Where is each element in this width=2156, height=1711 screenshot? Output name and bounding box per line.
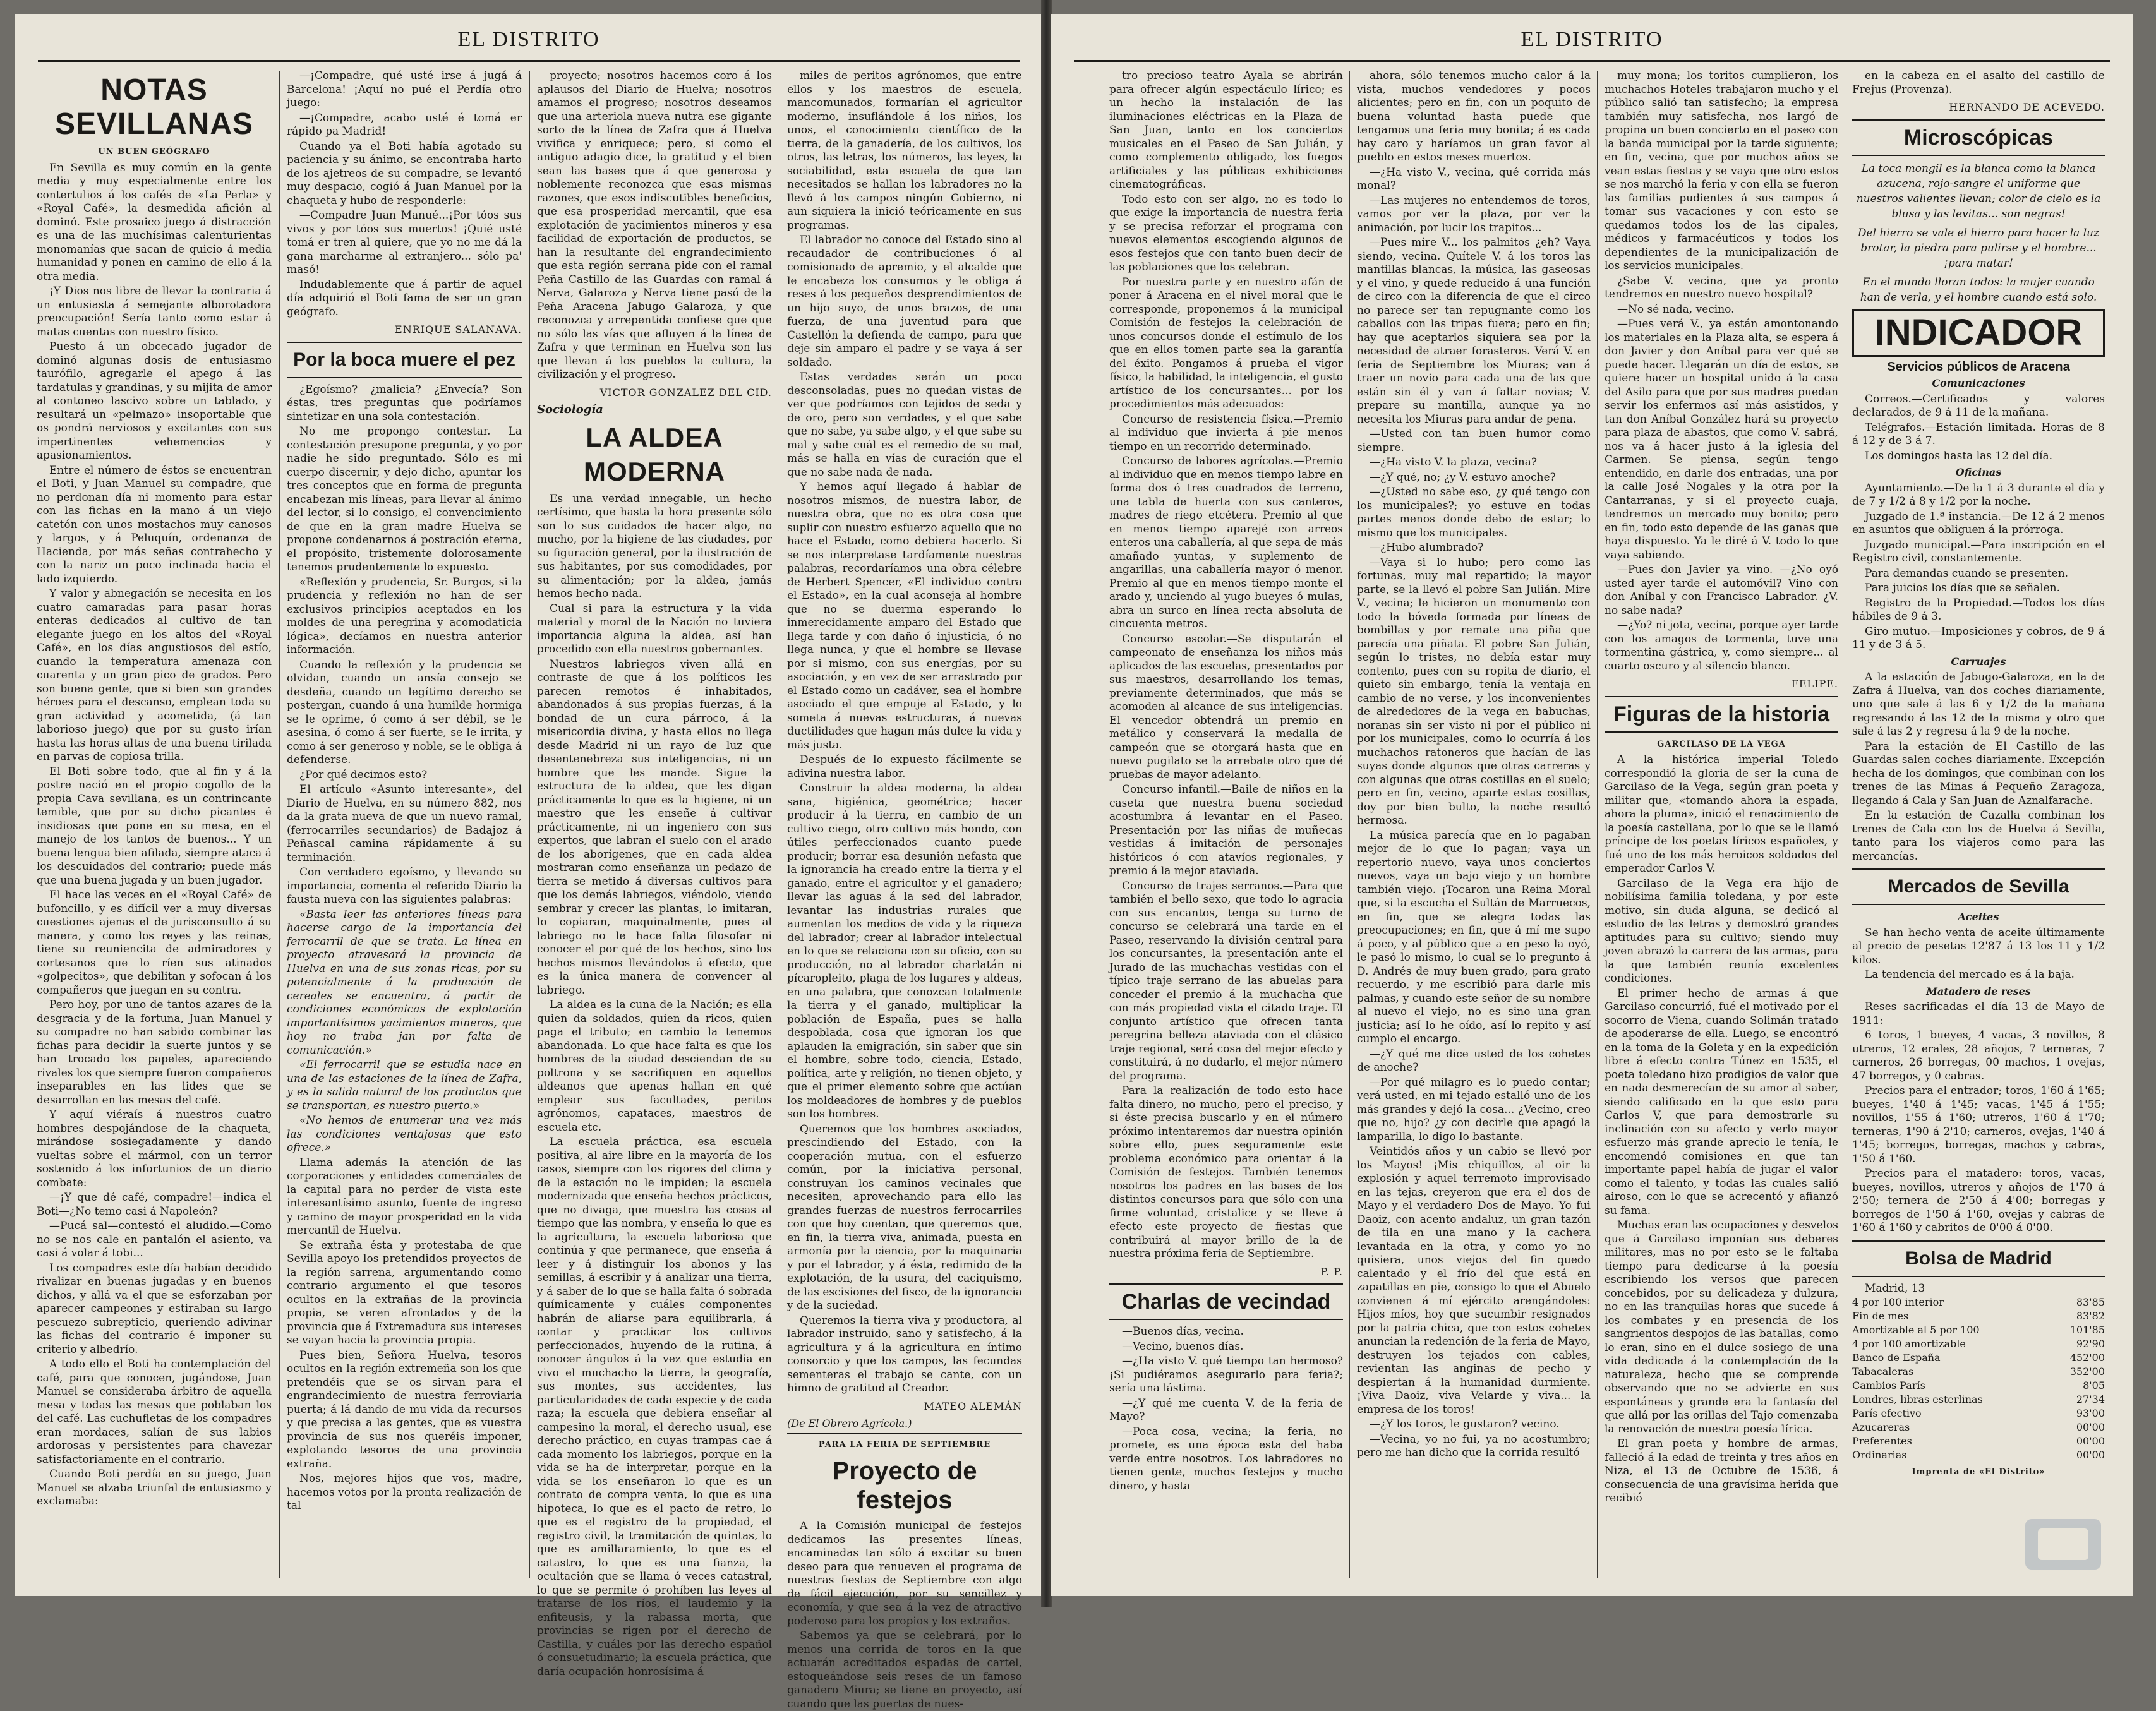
article-kicker: PARA LA FERIA DE SEPTIEMBRE [787,1433,1022,1452]
bolsa-value: 92'90 [2076,1338,2105,1350]
bolsa-row [1852,1295,2105,1309]
paragraph: Cuando la reflexión y la prudencia se olvidan, cuando un ansía consejo se desdeña, cuando un legítimo derecho se postergan, cuando á una humilde hormiga se le oprime, ó como á ser débil, se le asesina, ó como á ser fuerte, se le irrita, y como á ser generoso y noble, se le obliga á defenderse. [287,658,522,766]
bolsa-label: Preferentes [1852,1435,1912,1447]
paragraph: A la Comisión municipal de festejos dedicamos las presentes líneas, encaminadas tan sólo á excitar su buen deseo para que renueven el programa de nuestras fiestas de Septiembre con algo de fácil ejecución, por su sencillez y economía, y que sea á la vez de atractivo poderoso para los propios y los extraños. [787,1520,1022,1628]
paragraph: Para demandas cuando se presenten. [1865,567,2069,580]
paragraph: Nuestros labriegos viven allá en contraste de que á los políticos les parecen remotos é inhabitados, abandonados á sus propias fuerzas, á la bondad de un cura párroco, á la misericordia divina, y hasta ellos no llega desde Madrid ni un rayo de luz que desentenebreza sus inteligencias, ni un hombre que les mande. Sigue la estructura de la aldea, que les digan prácticamente lo que es la higiene, ni un maestro que les enseñe á cultivar prácticamente, ni un ingeniero con sus expertos, que labran el suelo con el arado de los aborígenes, que en cada aldea mostraran como enseñanza un pedazo de tierra se metido á diversas cultivos para que los demás labriegos, viéndolo, viendo sembrar y crecer las plantas, lo imitaran, lo copiaran, maquinalmente, pues al labriego no le hace falta filosofar ni conocer el por qué de los hechos, sino los hechos mismos llevándolos á efecto, que es la única manera de convencer al labriego. [537,657,772,997]
paragraph: ¡Y Dios nos libre de llevar la contraria á un entusiasta á semejante alborotadora preocupación! Sería tanto como estar á matas cuentas con nuestro físico. [37,285,272,339]
bolsa-row [1852,1365,2105,1379]
paragraph: —¿Ha visto V. qué tiempo tan hermoso? ¡Si pudiéramos asegurarlo para feria?; sería una lástima. [1109,1355,1343,1395]
subsection-heading: Carruajes [1951,655,2006,668]
paragraph: —Usted con tan buen humor como siempre. [1357,428,1591,454]
paragraph: Puesto á un obcecado jugador de dominó algunas dosis de entusiasmo taurófilo, agregarle el apego á las tardatulas y grandinas, y su mijita de amor al contoneo lascivo sobre un tablado, y resultará un «pelmazo» insoportable que os pondrá nerviosos y excitantes con sus impertinentes vehemencias y apasionamientos. [37,340,272,462]
paragraph: —Pues mire V... los palmitos ¿eh? Vaya siendo, vecina. Quítele V. á los toros las mantillas blancas, la música, las gaseosas y el vino, y quede reducido á una función de circo con la diferencia de que el circo no parece ser tan repugnante como los caballos con las tripas fuera; pero en fin; hay que aceptarlos siquiera sea por la necesidad de atraer forasteros. Verá V. en feria de Septiembre los Miuras; van á traer un novio para cada una de las que están sin él y van á faltar novias; V. prepare su mantilla, aunque ya no necesita los Miuras para andar de pena. [1357,236,1591,426]
bolsa-value: 83'85 [2076,1296,2105,1308]
paragraph: ¿Sabe V. vecina, que ya pronto tendremos en nuestro nuevo hospital? [1605,274,1838,301]
paragraph: La tendencia del mercado es á la baja. [1865,968,2075,981]
paragraph: Juzgado municipal.—Para inscripción en el Registro civil, constantemente. [1852,538,2105,565]
bolsa-value: 00'00 [2076,1421,2105,1433]
paragraph: La aldea es la cuna de la Nación; es ella quien da soldados, quien da ricos, quien paga el tributo; en cambio la tenemos abandonada. Lo que hace falta es que los hombres de la ciudad desciendan de su poltrona y se sacrifiquen en aquellos aldeanos que apenas hallan en qué emplear sus facultades, peritos agrónomos, capataces, maestros de escuela etc. [537,999,772,1134]
paragraph: Y valor y abnegación se necesita en los cuatro camaradas para pasar horas enteras dedicados al cultivo de tan elegante juego en los altos del «Royal Café», en los días angustiosos del estío, cuando la temperatura amenaza con cuarenta y un gran pico de grados. Pero son buena gente, que si bien son grandes héroes para el descanso, emplean toda su gran actividad y acometida, (á tan laborioso juego) que por su gusto irían hasta las horas altas de una buena tirilada en parvas de copiosa trilla. [37,587,272,763]
paragraph: Muchas eran las ocupaciones y desvelos que á Garcilaso imponían sus deberes militares, mas no por esto se le faltaba tiempo para dedicarse á la poesía escribiendo los versos que parecen concebidos, por su delicadeza y dulzura, no en las tranquilas horas que sucede á los combates y en presencia de los sangrientos despojos de las batallas, como lo eran, sino en el dulce sosiego de una vida dedicada á la contemplación de la naturaleza, hecho que se comprende observando que no se advierte en sus espontáneas y grande era la fantasía del que allá por las orillas del Tajo comenzaba la renovación de nuestra poesía lírica. [1605,1219,1838,1436]
bolsa-label: Azucareras [1852,1421,1910,1433]
column-rule [1597,71,1598,1578]
subsection-heading: Oficinas [1955,466,2002,478]
bolsa-value: 27'34 [2076,1393,2105,1405]
paragraph: —¿Usted no sabe eso, ¿y qué tengo con los municipales?; yo estuve en todas partes menos donde debo de estar; lo mismo que los municipales. [1357,486,1591,539]
bolsa-value: 93'00 [2076,1407,2105,1419]
column-rule [279,71,280,1578]
section-label: Sociología [537,403,603,416]
paragraph: —¡Compadre, qué usté irse á jugá á Barcelona! ¡Aquí no pué el Perdía otro juego: [287,69,522,109]
paragraph: Concurso escolar.—Se disputarán el campeonato de enseñanza los niños más aplicados de las escuelas, presentados por sus maestros, desarrollando los temas, previamente determinados, que más se acomoden al alcance de sus inteligencias. El vencedor obtendrá un premio en metálico y conservará la medalla de campeón que se otorgará hasta que en nuevo pugilato se la arrebate otro que dé pruebas de mayor adelanto. [1109,632,1343,781]
paragraph: Se extraña ésta y protestaba de que Sevilla apoyo los pretendidos proyectos de la región sarrena, argumentando como contrario argumento el que tesoros ocultos en la extrañas de la provincia propia, se veren afrontados y de la provincia que á Extremadura sus intereses se vayan hacia la provincia propia. [287,1239,522,1347]
paragraph: Pero hoy, por uno de tantos azares de la desgracia y de la fortuna, Juan Manuel y su compadre no han sabido combinar las fichas para decidir la suerte juntos y se han trocado los papeles, apareciendo rivales los que siempre fueron compañeros inseparables en las lides que se desarrollan en las mesas del café. [37,999,272,1107]
paragraph: Juzgado de 1.ª instancia.—De 12 á 2 menos en asuntos que obliguen á la prórroga. [1852,510,2105,536]
paragraph: A todo ello el Boti ha contemplación del café, para que conocen, jugándose, Juan Manuel se consideraba árbitro de aquella mesa y todas las mesas que poblaban los del café. Las cuchufletas de los compadres eran mordaces, salían de sus labios ardorosas y persistentes para chavezar satisfactoriamente en el contrario. [37,1358,272,1466]
bolsa-row [1852,1434,2105,1448]
bolsa-table [1852,1295,2105,1462]
article-heading: LA ALDEA MODERNA [584,422,725,486]
paragraph: Después de lo expuesto fácilmente se adivina nuestra labor. [787,753,1022,780]
bolsa-label: Tabacaleras [1852,1366,1914,1378]
paragraph: Los compadres este día habían decidido rivalizar en buenas jugadas y en buenos dichos, y allá va el que se esforzaban por aparecer campeones y estiraban su largo pescuezo subrepticio, queriendo adivinar las fichas del contrario é imponer su criterio y albedrío. [37,1261,272,1356]
paragraph: —No sé nada, vecino. [1617,303,1735,316]
paragraph: Y aquí viéraís á nuestros cuatro hombres despojándose de la chaqueta, mirándose sosiegadamente y dando vueltas sobre el mármol, con un terror sostenido á los infortunios de un diario combate: [37,1108,272,1189]
newspaper-title: EL DISTRITO [1521,28,1663,51]
bolsa-row [1852,1309,2105,1323]
indicator-heading: INDICADOR [1852,309,2105,357]
bolsa-label: Fin de mes [1852,1310,1909,1322]
paragraph: —Por qué milagro es lo puedo contar; verá usted, en mi tejado estalló uno de los más grandes y dejó la cosa... ¿Vecino, creo que no, hijo? ¿y con decirle que apagó la lamparilla, lo digo lo bastante. [1357,1076,1591,1143]
paragraph: Con verdadero egoísmo, y llevando su importancia, comenta el referido Diario la fausta nueva con las siguientes palabras: [287,866,522,906]
right-page [1051,14,2133,1596]
paragraph: No me propongo contestar. La contestación presupone pregunta, y yo por nadie he sido preguntado. Sólo es mi cuerpo discernir, y dejo dicho, apuntar los tres conceptos que en forma de pregunta encabezan mis líneas, para llevar al ánimo del lector, si lo consigo, el convencimiento de que en la gran madre Huelva se propone condenarnos á postración eterna, el propósito, tristemente dolorosamente tenemos prudentemente lo expuesto. [287,425,522,573]
paragraph: Por nuestra parte y en nuestro afán de poner á Aracena en el nivel moral que le corresponde, proponemos á la municipal Comisión de festejos la celebración de unos concursos donde el estímulo de los que en ellos tomen parte sea la garantía del éxito. Pongamos á prueba el vigor físico, la habilidad, la inteligencia, el gusto artístico de los concursantes... por los procedimientos más adecuados: [1109,275,1343,411]
signature: ENRIQUE SALANAVA. [395,323,522,335]
left-column-2 [287,69,522,1583]
article-heading: Por la boca muere el pez [287,342,522,378]
paragraph: ¿Egoísmo? ¿malicia? ¿Envecía? Son éstas, tres preguntas que podríamos sintetizar en una sola contestación. [287,383,522,423]
article-heading: Figuras de la historia [1605,696,1838,733]
paragraph: Para la realización de todo esto hace falta dinero, no mucho, pero el preciso, y si éste precisa buscarlo y en el número próximo intentaremos dar nuestra opinión sobre ello, pues seguramente este problema económico para orientar á la Comisión de festejos. También tenemos nosotros los padres en las bases de los distintos concursos para que sólo con una firme voluntad, cristalice y se lleve á efecto este proyecto de fiestas que contribuirá al mayor brillo de la de nuestra próxima feria de Septiembre. [1109,1084,1343,1260]
bolsa-label: París efectivo [1852,1407,1922,1419]
page-header [15,24,1042,62]
paragraph: —¿Y los toros, le gustaron? vecino. [1370,1418,1560,1431]
paragraph: Concurso de resistencia física.—Premio al individuo que invierta á pie menos tiempo en un recorrido determinado. [1109,412,1343,453]
paragraph: Precios para el matadero: toros, vacas, bueyes, novillos, utreros y añojos de 1'70 á 2'50; ternera de 2'50 á 4'00; borregas y borregos de 1'50 á 1'60, ovejas y cabras de 1'60 á 1'60 y cabritos de 0'00 á 0'00. [1852,1167,2105,1234]
library-watermark-logo [2013,1506,2114,1582]
bolsa-row [1852,1448,2105,1462]
right-column-4 [1852,69,2105,1583]
bolsa-row [1852,1420,2105,1434]
paragraph: Para la estación de El Castillo de las Guardas salen coches diariamente. Excepción hecha de los domingos, que combinan con los trenes de las Minas á Pequeño Zaragoza, llegando á Cala y San Juan de Aznalfarache. [1852,740,2105,807]
verse: Del hierro se vale el hierro para hacer la luz brotar, la piedra para pulirse y el hombre... ¡para matar! [1857,226,2100,270]
article-heading: Proyecto de festejos [832,1457,977,1514]
paragraph: —Pues don Javier ya vino. —¿No oyó usted ayer tarde el automóvil? Vino con don Aníbal y con Francisco Labrador. ¿V. no sabe nada? [1605,563,1838,617]
paragraph: Para juicios los días que se señalen. [1865,582,2061,594]
paragraph: «Reflexión y prudencia, Sr. Burgos, si la prudencia y reflexión no han de ser exclusivos principios aceptados en los moldes de una peregrina y acomodaticia lógica», decíamos en nuestra anterior información. [287,575,522,656]
paragraph: tro precioso teatro Ayala se abrirán para ofrecer algún espectáculo lírico; es un hecho la instalación de las iluminaciones eléctricas en la Plaza de San Juan, tanto en los conciertos musicales en el Paseo de San Julián, y como complemento obligado, los fuegos artificiales y las públicas exhibiciones cinematográficas. [1109,69,1343,191]
bolsa-value: 00'00 [2076,1449,2105,1461]
paragraph: —Pucá sal—contestó el aludido.—Como no se nos cale en pantalón el asiento, va casi á volar á tobi... [37,1220,272,1259]
bolsa-value: 101'85 [2069,1324,2105,1336]
paragraph: en la cabeza en el asalto del castillo de Frejus (Provenza). [1852,69,2105,96]
paragraph: Queremos que los hombres asociados, prescindiendo del Estado, con la cooperación mutua, con el esfuerzo común, por la iniciativa personal, construyan los caminos vecinales que necesiten, aprovechando para ello las grandes fuerzas de nuestros ferrocarriles con que hoy cuentan, que queremos que, en fin, la tierra viva, animada, puesta en armonía por la ciencia, por la maquinaria y por el labrador, y á ésta, redimido de la explotación, de la usura, del caciquismo, de las escisiones del fisco, de la ignorancia y de la suciedad. [787,1122,1022,1312]
paragraph: —Buenos días, vecina. [1122,1325,1244,1338]
paragraph: proyecto; nosotros hacemos coro á los aplausos del Diario de Huelva; nosotros amamos el progreso; nosotros deseamos que una arteriola nueva nutra ese gigante sorto de la línea de Zafra que á Huelva vivifica y enriquece; pero, si como el antiguo adagio dice, la gratitud y el bien sean las bases que á que generosa y noblemente reconozca que esas mismas razones, que esos indiscutibles beneficios, que esa prosperidad mercantil, que esa explotación de yacimientos mineros y esa facilidad de exportación de productos, se han la resultante del engrandecimiento que esta región serrana pide con el ramal Peña Castillo de las Guardas con ramal á Nerva, Galaroza y Nerva tiene pasó de la Peña Aracena Jabugo Galaroza, y que reconozca y arrepentida confiese que que no sólo las vías que afluyen á la línea de Zafra y que terminan en Huelva son las que llevan á los pueblos la cultura, la civilización y el progreso. [537,69,772,381]
verse: En el mundo lloran todos: la mujer cuando han de verla, y el hombre cuando está solo. [1860,275,2097,304]
paragraph: Cuando Boti perdía en su juego, Juan Manuel se alzaba triunfal de entusiasmo y exclamaba: [37,1468,272,1508]
header-rule [1074,60,2110,62]
paragraph: Pues bien, Señora Huelva, tesoros ocultos en la región extremeña son los que pretendéis que se os sirvan para el engrandecimiento de nuestra ferroviaria puerta; á lá dando de mu vida da recursos y que precisa a las gentes, que es vuestra provincia de sus nos queréis imponer, explotando tesoros de una provincia extraña. [287,1348,522,1470]
subsection-heading: Aceites [1958,911,1999,923]
paragraph: Los domingos hasta las 12 del día. [1865,449,2053,462]
paragraph: —Compadre Juan Manué...¡Por tóos sus vivos y por tóos sus muertos! ¡Quié usté tomá er tren al quiere, que yo no me dá la gana marcharme al extranjero... sólo pa' masó! [287,209,522,276]
bolsa-row [1852,1323,2105,1337]
paragraph: El primer hecho de armas á que Garcilaso concurrió, fué el motivado por el socorro de Viena, cuando Solimán tratado de apoderarse de ella. Luego, se encontró en la toma de la Goleta y en la expedición libre á efecto contra Túnez en 1535, el poeta toledano hizo prodigios de valor que en nada desmerecían de su amor al saber, siendo calificado en la que esto para Carlos V, que para demostrarle su inclinación con su afecto y verlo mayor esfuerzo más grande aprecio le tenía, le encomendó comisiones en que tan importante papel había de jugar el valor como el talento, y todas las cuales salió airoso, con lo que se acrecentó y afianzó su fama. [1605,987,1838,1217]
paragraph: Indudablemente que á partir de aquel día adquirió el Boti fama de ser un gran geógrafo. [287,278,522,318]
paragraph: —¿Yo? ni jota, vecina, porque ayer tarde con los amagos de tormenta, tuve una tormentina gástrica, y, como siempre... al cuarto oscuro y al silencio blanco. [1605,619,1838,673]
paragraph: Telégrafos.—Estación limitada. Horas de 8 á 12 y de 3 á 7. [1852,421,2105,447]
article-subheading: GARCILASO DE LA VEGA [1657,739,1786,749]
paragraph: miles de peritos agrónomos, que entre ellos y los maestros de escuela, mancomunados, formarían el agricultor moderno, insuflándole á los niños, los unos, el conocimiento científico de la tierra, de la ganadería, de los cultivos, los otros, las letras, los números, las leyes, la sociabilidad, esta escuela de que tan necesitados se hallan los labradores no la llevó á los campos ningún Gobierno, ni aun siquiera la inició teóricamente en sus programas. [787,69,1022,232]
article-heading: Charlas de vecindad [1109,1283,1343,1320]
paragraph: Concurso infantil.—Baile de niños en la caseta que nuestra buena sociedad acostumbra á levantar en el Paseo. Presentación por las niñas de muñecas vestidas á imitación de personajes históricos ó con atavíos regionales, y premio á la mejor ataviada. [1109,783,1343,877]
subsection-heading: Comunicaciones [1932,377,2025,389]
header-rule [38,60,1020,62]
paragraph: Cual si para la estructura y la vida material y moral de la Nación no tuviera importancia alguna la aldea, así han procedido con ella nuestros gobernantes. [537,602,772,656]
paragraph: Estas verdades serán un poco desconsoladas, pues no quedan vistas de ver que podríamos con tejidos de seda y de oro, pero son verdades, y el que sabe que no sabe, ya sabe algo, y el que sabe su mal y sabe cuál es el remedio de su mal, más se halla en vías de curación que el que no sabe nada de nada. [787,371,1022,479]
paragraph: Ayuntamiento.—De la 1 á 3 durante el día y de 7 y 1/2 á 8 y 1/2 por la noche. [1852,481,2105,508]
paragraph: —¿Ha visto V. la plaza, vecina? [1370,456,1537,469]
bolsa-value: 452'00 [2069,1352,2105,1364]
left-column-1 [37,69,272,1583]
article-subheading: UN BUEN GEÓGRAFO [98,147,210,157]
paragraph: Correos.—Certificados y valores declarados, de 9 á 11 de la mañana. [1852,392,2105,419]
paragraph: Es una verdad innegable, un hecho certísimo, que hasta la hora presente sólo son lo sus cuidados de hacer algo, no mucho, por la higiene de las ciudades, por su figuración general, por la ilustración de sus habitantes, por sus comodidades, por su alimentación; por la aldea, jamás hemos hecho nada. [537,492,772,600]
section-heading: Mercados de Sevilla [1852,868,2105,905]
paragraph: El Boti sobre todo, que al fin y á la postre nació en el propio cogollo de la propia Cava sevillana, es un contrincante temible, que por su dicho picantes é insidiosas que pone en su mesa, en el manejo de los tantos de buenos... Y un buena lengua bien afilada, siempre ataca á los descuidados del contrario; puede más que una buena jugada y un buen jugador. [37,765,272,887]
paragraph: «El ferrocarril que se estudia nace en una de las estaciones de la línea de Zafra, y es la salida natural de los productos que se transportan, es nuestro puerto.» [287,1059,522,1112]
paragraph: Registro de la Propiedad.—Todos los días hábiles de 9 á 3. [1852,596,2105,623]
paragraph: Nos, mejores hijos que vos, madre, hacemos votos por la pronta realización de tal [287,1472,522,1512]
paragraph: —Las mujeres no entendemos de toros, vamos por ver la plaza, por ver la animación, por lucir los trapitos... [1357,194,1591,234]
bolsa-row [1852,1407,2105,1420]
right-column-2 [1357,69,1591,1583]
page-header [1051,24,2133,62]
paragraph: Giro mutuo.—Imposiciones y cobros, de 9 á 11 y de 3 á 5. [1852,625,2105,651]
article-source: (De El Obrero Agrícola.) [787,1417,912,1429]
bolsa-row [1852,1379,2105,1393]
signature: VICTOR GONZALEZ DEL CID. [599,386,772,399]
left-column-3 [537,69,772,1678]
paragraph: Y hemos aquí llegado á hablar de nosotros mismos, de nuestra labor, de nuestra obra, que no es otra cosa que suplir con nuestro esfuerzo aquello que no hace el Estado, como debiera hacerlo. Si se nos interpretase tardíamente nuestras palabras, recordaríamos una obra célebre de Herbert Spencer, «El individuo contra el Estado», en la cual aconseja al hombre que no se duerma esperando lo inmerecidamente amparo del Estado que llega tarde y con daño ó injusticia, ó no llega nunca, y que el hombre se llevase por si mismo, con sus energías, por su asociación, y en vez de ser arrastrado por el Estado como un cadáver, sea el hombre asociado el que empuje al Estado, y lo someta á nuevas estructuras, á nuevas ductilidades que hagan más dulce la vida y más justa. [787,481,1022,752]
left-page [15,14,1042,1710]
signature: FELIPE. [1791,678,1838,690]
paragraph: El labrador no conoce del Estado sino al recaudador de contribuciones ó al comisionado de apremio, y el alcalde que le encabeza los consumos y le obliga á reses á los pequeños desprendimientos de un hijo suyo, de unos brazos, de una fuerza, de una juventud para que Castellón la defienda de campo, para que deje sin amparo el padre y se vaya á ser soldado. [787,234,1022,369]
paragraph: «Basta leer las anteriores líneas para hacerse cargo de la importancia del ferrocarril de que se trata. La línea en proyecto atravesará la provincia de Huelva en una de sus zonas ricas, por su potencialmente á la producción de cereales se encuentra, á partir de condiciones económicas de explotación importantísimos yacimientos mineros, que hoy no traba jan por falta de comunicación.» [287,908,522,1057]
paragraph: ahora, sólo tenemos mucho calor á la vista, muchos vendedores y pocos alicientes; pero en fin, con un poquito de buena voluntad hasta puede que tengamos una feria muy bonita; á es cada hay caro y haríamos un gran favor al pueblo en estos meses muertos. [1357,69,1591,164]
paragraph: Garcilaso de la Vega era hijo de nobilísima familia toledana, y por este motivo, sin duda alguna, se dedicó al estudio de las letras y demostró grandes aptitudes para su cultivo; siendo muy joven abrazó la carrera de las armas, para la que también reunía excelentes condiciones. [1605,877,1838,985]
bolsa-label: 4 por 100 interior [1852,1296,1944,1308]
paragraph: —¿Y qué me dice usted de los cohetes de anoche? [1357,1047,1591,1074]
right-column-3 [1605,69,1838,1583]
signature: HERNANDO DE ACEVEDO. [1949,101,2105,113]
paragraph: —Poca cosa, vecina; la feria, no promete, es una época esta del haba verde entre nosotros. Los labradores no tienen gente, muchos festejos y mucho dinero, y hasta [1109,1425,1343,1492]
paragraph: Construir la aldea moderna, la aldea sana, higiénica, geométrica; hacer producir á la tierra, en cambio de un cultivo ciego, otro cultivo más hondo, con útiles perfeccionados cuanto puede producir; borrar esa desunión nefasta que la ignorancia ha creado entre la tierra y el ganado, entre el agricultor y el ganadero; llevar las aguas á la sed del labrador, levantar las industrias rurales que aumentan los medios de vida y la riqueza del labrador; crear al labrador intelectual en lo que se relaciona con su oficio, con su producción, no al labrador charlatán ni pícaropleito, plaga de los lugares y aldeas, en una palabra, que conozcan totalmente la tierra y el ganado, multiplicar la población de España, pues se halla despoblada, cosa que ignoran los que aplauden la emigración, sin saber que sin el hombre, sobre todo, ciencia, Estado, política, arte y religión, no tienen objeto, y que el primer elemento sobre que actúan los moldeadores de hombres y de pueblos son los hombres. [787,782,1022,1120]
bolsa-label: Amortizable al 5 por 100 [1852,1324,1980,1336]
article-heading: Microscópicas [1852,119,2105,156]
bolsa-value: 00'00 [2076,1435,2105,1447]
paragraph: Entre el número de éstos se encuentran el Boti, y Juan Manuel su compadre, que no perdonan día ni momento para estar con las fichas en la mano á un viejo catetón con unos mostachos muy canosos y largos, y á Peluquín, ordenanza de Hacienda, por más señas contrahecho y con la nariz un poco inclinada hacia el lado izquierdo. [37,464,272,585]
column-rule [529,71,530,1578]
paragraph: 6 toros, 1 bueyes, 4 vacas, 3 novillos, 8 utreros, 12 erales, 28 añojos, 7 terneras, 7 carneros, 26 borregas, 00 machos, 1 ovejas, 47 borregos, y 0 cabras. [1852,1029,2105,1083]
paragraph: Llama además la atención de las corporaciones y entidades comerciales de la capital para no perder de vista este interesantísimo asunto, fuente de ingreso y camino de mayor prosperidad en la vida mercantil de Huelva. [287,1156,522,1237]
article-heading: NOTAS SEVILLANAS [54,73,254,141]
paragraph: —¿Y qué, no; ¿y V. estuvo anoche? [1370,471,1556,484]
paragraph: —¿Y qué me cuenta V. de la feria de Mayo? [1109,1396,1343,1423]
paragraph: Cuando ya el Boti había agotado su paciencia y su ánimo, se encontraba harto de los ajetreos de su compadre, se levantó muy despacio, cogió á Juan Manuel por la chaqueta y hubo de responderle: [287,140,522,207]
section-heading: Servicios públicos de Aracena [1887,359,2070,374]
paragraph: Concurso de trajes serranos.—Para que también el bello sexo, que todo lo agracia con sus encantos, tenga su turno de concurso se celebrará una tarde en el Paseo, reservando la división central para los concursantes, la presentación ante el Jurado de las muchachas vestidas con el típico traje serrano de las abuelas para conceder el premio á la muchacha que con más propiedad vista el citado traje. El conjunto artístico que ofrecen tanta peregrina belleza ataviada con el clásico traje regional, será cosa del mejor efecto y constituirá, á no dudarlo, el mejor número del programa. [1109,879,1343,1083]
bolsa-row [1852,1351,2105,1365]
section-heading: Bolsa de Madrid [1852,1240,2105,1277]
bolsa-value: 83'82 [2076,1310,2105,1322]
paragraph: A la histórica imperial Toledo correspondió la gloria de ser la cuna de Garcilaso de la Vega, según gran poeta y militar que, «tomando ahora la espada, ahora la pluma», inició el renacimiento de la poesía castellana, por lo que se le llamó príncipe de los poetas líricos españoles, y fué uno de los más heroicos soldados del emperador Carlos V. [1605,753,1838,875]
paragraph: Reses sacrificadas el día 13 de Mayo de 1911: [1852,1000,2105,1027]
paragraph: En la estación de Cazalla combinan los trenes de Cala con los de Huelva á Sevilla, tanto para los viajeros como para las mercancías. [1852,809,2105,863]
paragraph: ¿Por qué decimos esto? [299,768,428,781]
verse: La toca mongil es la blanca como la blanca azucena, rojo-sangre el uniforme que nuestros valientes llevan; color de cielo es la blusa y las levitas... son negras! [1856,162,2101,220]
paragraph: —¡Y que dé café, compadre!—indica el Boti—¿No temo casi á Napoleón? [37,1191,272,1218]
bolsa-label: 4 por 100 amortizable [1852,1338,1966,1350]
right-column-1 [1109,69,1343,1583]
bolsa-row [1852,1393,2105,1407]
bolsa-value: 352'00 [2069,1366,2105,1378]
subsection-heading: Matadero de reses [1926,985,2031,997]
paragraph: Veintidós años y un cabio se llevó por los Mayos! ¡Mis chiquillos, al oir la explosión y aquel terremoto improvisado en las tejas, creyeron que era el dos de Mayo y el verdadero Dos de Mayo. Yo fui Daoiz, con acento andaluz, un gran tazón de tila en una mano y la cachera levantada en la otra, y como yo no quisiera, unos viejos del fin quedo calentado y el frío del que está en zapatillas en pie, consigo lo que el Abuelo convienen á mí ejército arengándoles: Hijos míos, hoy que sucumbir resignados por la patria chica, que con estos cohetes anuncian la redención de la feria de Mayo, destruyen los tejados con cables, revientan las anginas de pecho y despiertan á la humanidad durmiente. ¡Viva Daoiz, viva Velarde y viva... la empresa de los toros! [1357,1145,1591,1416]
paragraph: La música parecía que en lo pagaban mejor de lo que lo pagan; vaya un repertorio nuevo, vaya unos conciertos nuevos, vaya un bajo viejo y un hombre también viejo. ¡Tocaron una Reina Moral que, si la escucha el Sultán de Marruecos, en fin, que se alegra todas las preocupaciones; en fin, que á mí me supo á poco, y al público que a en peso la oyó, le pasó lo mismo, lo cual se lo pregunto á D. Andrés de muy buen grado, para grato recuerdo, y me escribió para darle mis palmas, y cuando este señor de su nombre al nuevo el viejo, no es sino una gran justicia; así lo he oído, así lo repito y así cumplo el encargo. [1357,829,1591,1045]
bolsa-label: Cambios París [1852,1379,1925,1391]
paragraph: El hace las veces en el «Royal Café» de bufoncillo, y es difícil ver a muy diversas cuestiones ajenas el de jurisconsulto á su manera, y como los reyes y las reinas, tiene su reuniencita de admiradores y cortesanos que lo ríen sus atinados «golpecitos», que debilitan y sofocan á los compañeros que juegan en su contra. [37,889,272,997]
column-rule [1349,71,1350,1578]
paragraph: Queremos la tierra viva y productora, al labrador instruido, sano y satisfecho, á la agricultura y á la agricultura en íntimo consorcio y que los campos, las fecundas sementeras el trabajo se cante, con un himno de gratitud al Creador. [787,1314,1022,1395]
bolsa-label: Ordinarias [1852,1449,1907,1461]
newspaper-title: EL DISTRITO [457,28,600,51]
paragraph: «No hemos de enumerar una vez más las condiciones ventajosas que esto ofrece.» [287,1114,522,1154]
paragraph: Se han hecho venta de aceite últimamente al precio de pesetas 12'87 á 13 los 11 y 1/2 kilos. [1852,926,2105,966]
left-column-4 [787,69,1022,1710]
paragraph: El gran poeta y hombre de armas, falleció á la edad de treinta y tres años en Niza, el 13 de Octubre de 1536, á consecuencia de una gravísima herida que recibió [1605,1438,1838,1504]
paragraph: Precios para el entrador; toros, 1'60 á 1'65; bueyes, 1'40 á 1'45; vacas, 1'45 á 1'55; novillos, 1'55 á 1'60; utreros, 1'60 á 1'70; terneras, 1'90 á 2'10; carneros, ovejas, 1'40 á 1'45; borregos, borregas, machos y cabras, 1'50 á 1'60. [1852,1084,2105,1165]
paragraph: Concurso de labores agrícolas.—Premio al individuo que en menos tiempo labre en forma dos ó tres cuadrados de terreno, una tabla de huerta con sus canteros, madres de riego etcétera. Premio al que en menos tiempo aparejé con arreos enteros una caballería, al que sepa de más amañado yuntas, y suplemento de angarillas, una caballería mayor ó menor. Premio al que en menos tiempo monte el arado y, unciendo al yugo bueyes ó mulas, abra un surco en línea recta absoluta de cincuenta metros. [1109,455,1343,630]
paragraph: —¡Compadre, acabo usté é tomá er rápido pa Madrid! [287,111,522,138]
bolsa-date: Madrid, 13 [1865,1282,1925,1295]
paragraph: —Vecino, buenos días. [1122,1340,1244,1353]
paragraph: —Vecina, yo no fui, ya no acostumbro; pero me han dicho que la corrida resultó [1357,1432,1591,1459]
printer-credit: Imprenta de «El Distrito» [1852,1465,2105,1479]
paragraph: El artículo «Asunto interesante», del Diario de Huelva, en su número 882, nos da la grata nueva de que un nuevo ramal, (ferrocarriles secundarios) de Badajoz á Peñascal camina rápidamente á su terminación. [287,783,522,864]
bolsa-label: Banco de España [1852,1352,1941,1364]
paragraph: En Sevilla es muy común en la gente media y muy especialmente entre los contertulios á los cafés de «La Perla» y «Royal Café», la desmedida afición al dominó. Este prosaico juego á distracción es una de las muchísimas calenturientas monomanías que sacan de quicio á media humanidad y ponen en camino de ello á la otra media. [37,161,272,283]
paragraph: Todo esto con ser algo, no es todo lo que exige la importancia de nuestra feria y se precisa reforzar el programa con nuevos elementos escogiendo algunos de esos festejos que con tanto buen decir de las poblaciones que los celebran. [1109,193,1343,273]
bolsa-value: 8'05 [2083,1379,2105,1391]
paragraph: muy mona; los toritos cumplieron, los muchachos Hoteles trabajaron mucho y el público salió tan satisfecho; la empresa también muy satisfecha, nos largó de propina un buen concierto en el paseo con la banda municipal por la tarde siguiente; en fin, vecina, que por muchos años se vean estas fiestas y se vaya que otro estos se nos marchó la feria y con ella se fueron las familias pudientes á sus campos á tomar sus vacaciones y con esto se quedamos todos los de las cipales, médicos y farmacéuticos y todos los dependientes de la municipalización de los servicios municipales. [1605,69,1838,272]
paragraph: —¿Hubo alumbrado? [1370,541,1484,554]
paragraph: —¿Ha visto V., vecina, qué corrida más monal? [1357,165,1591,192]
paragraph: —Pues verá V., ya están amontonando los materiales en la Plaza alta, se espera á don Javier y don Aníbal para ver qué se puede hacer. Llegarán un día de estos, se quiere hacer un hospital unido á la casa del Asilo para que por sus madres puedan servir los enfermos así más asistidos, y tan don Aníbal González hará su proyecto para plaza de abastos, que como V. sabrá, nos va á hacer justo á la iglesia del Carmen. Se piensa, según tengo entendido, en darle dos entradas, una por la calle José Nogales y la otra por la Cantarranas, y si el proyecto cuaja, tendremos un mercado muy bonito; pero en fin, todo esto depende de las ganas que haya dispuesto. Ya le diré á V. todo lo que vaya sabiendo. [1605,318,1838,561]
paragraph: —Vaya si lo hubo; pero como las fortunas, muy mal repartido; la mayor parte, se la llevó el pobre San Julián. Mire V., vecina; le hicieron un monumento con todo la bóveda formada por líneas de bombillas y por remate una piña que parecía una piñata. El pobre San Julián, según lo tristes, no debía estar muy contento, pues con su ropita de diario, el quieto sin embargo, tenía la ventaja en cambio de no verse, y los inconvenientes de alrededores de la vega en babuchas, noranas sin ser visto ni por el público ni por los municipales, como lo ocurría á los muchachos ratoneros que hacían de las suyas donde algunos que otras carreras y con algunas que otras costillas en el suelo; pero en fin, vecino, aparte estas cosillas, doy por bien bulto, la noche resultó hermosa. [1357,556,1591,827]
bolsa-row [1852,1337,2105,1351]
signature: MATEO ALEMÁN [924,1400,1022,1412]
paragraph: Sabemos ya que se celebrará, por lo menos una corrida de toros en la que actuarán acreditados espadas de cartel, estoqueándose seis reses de un famoso ganadero Miura; se tiene en proyecto, así cuando que las puertas de nues- [787,1630,1022,1710]
bolsa-label: Londres, libras esterlinas [1852,1393,1983,1405]
paragraph: A la estación de Jabugo-Galaroza, en la de Zafra á Huelva, van dos coches diariamente, uno que sale á las 6 y 1/2 de la mañana regresando á las 12 de la misma y otro que sale á las 2 y regresa á la 9 de la noche. [1852,671,2105,738]
paragraph: La escuela práctica, esa escuela positiva, al aire libre en la mayoría de los casos, siempre con los rigores del clima y de la estación no le impiden; la escuela modernizada que enseña hechos prácticos, que no divaga, que muestra las cosas al tiempo que las nombra, y enseña lo que es la agricultura, la escuela laboriosa que continúa y que permanece, que enseña á leer y á distinguir los abonos y las semillas, á escribir y á analizar una tierra, y á saber de lo que se halla falta ó sobrada químicamente y cuáles componentes habrán de aliarse para equilibrarla, á contar y practicar los cultivos perfeccionados, huyendo de la rutina, á conocer ángulos á la vez que estudia en vivo el muchacho la tierra, la geografía, sus montes, sus accidentes, las particularidades de cada especie y de cada raza; la escuela que debiera enseñar al campesino la moral, el derecho usual, ese derecho práctico, en cuyas trampas cae á cada momento los labriegos, porque en la vida se ha de interpretar, porque en la vida se los enseñaron lo que es un contrato de compra venta, lo que es una hipoteca, lo que es el pacto de retro, lo que es el registro de la propiedad, el registro civil, la tramitación de quintas, lo que es amillaramiento, lo que es el catastro, lo que es una fianza, la ocultación que se llama ó veces catastral, lo que se permite ó prohíben las leyes al tratarse de los ríos, el laudemio y la enfiteusis, y la rabassa morta, que provincias se rigen por el derecho de Castilla, y cuáles por las derecho español ó consuetudinario; la escuela práctica, que daría ocupación honrosísima á [537,1136,772,1678]
signature: P. P. [1320,1265,1343,1278]
